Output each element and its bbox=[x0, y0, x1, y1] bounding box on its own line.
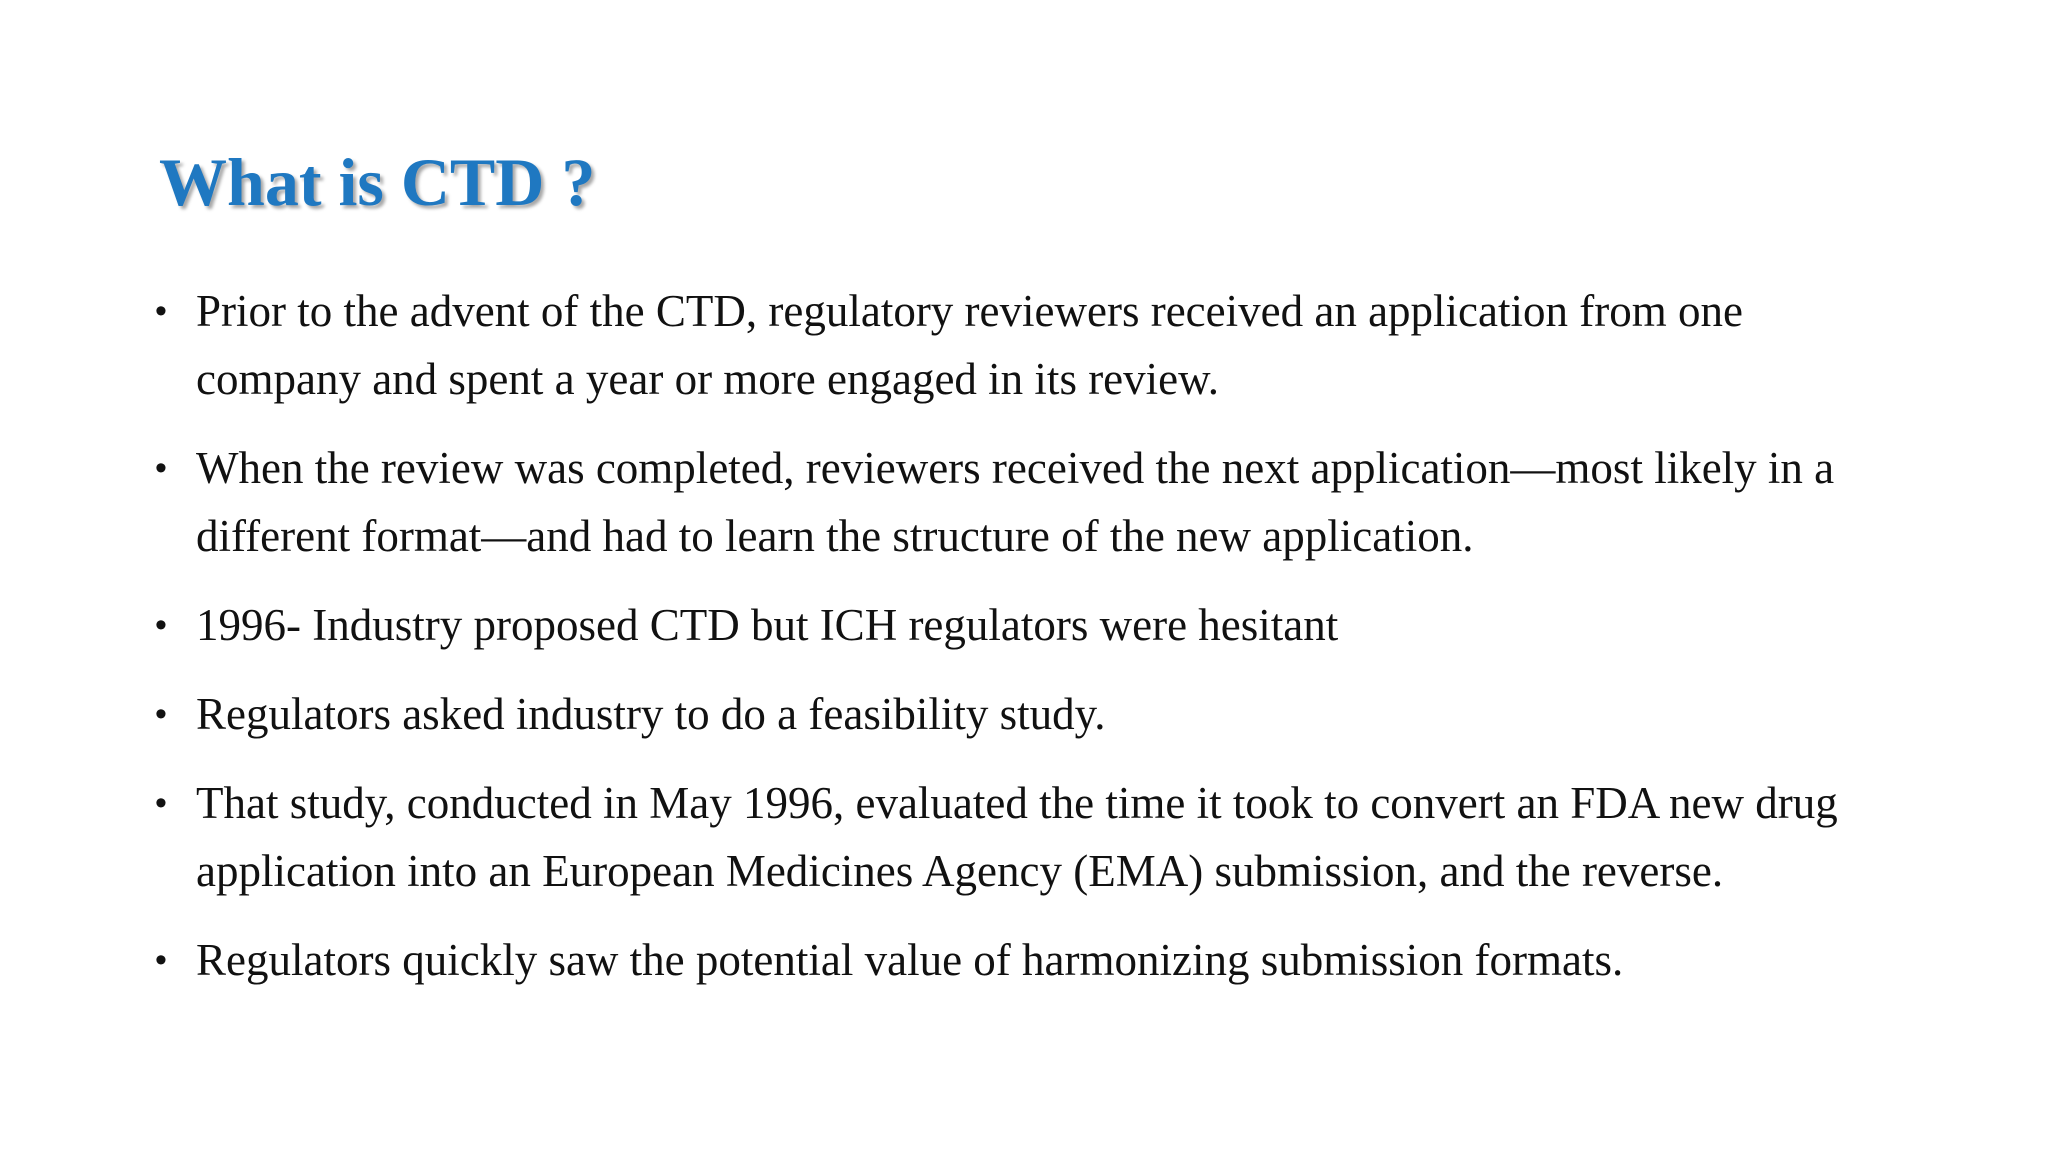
bullet-dot-icon: • bbox=[155, 292, 167, 330]
bullet-dot-icon: • bbox=[155, 449, 167, 487]
bullet-dot-icon: • bbox=[155, 941, 167, 979]
bullet-dot-icon: • bbox=[155, 695, 167, 733]
bullet-item bbox=[155, 769, 1915, 905]
bullet-item bbox=[155, 926, 1915, 994]
bullet-text: When the review was completed, reviewers received the next application—most likely in a different format—and had to learn the structure of the new application. bbox=[196, 443, 1835, 561]
bullet-dot-icon: • bbox=[155, 606, 167, 644]
bullet-text: Regulators asked industry to do a feasibility study. bbox=[196, 689, 1106, 739]
bullet-item bbox=[155, 434, 1915, 570]
bullet-dot-icon: • bbox=[155, 784, 167, 822]
bullet-item bbox=[155, 680, 1915, 748]
bullet-item bbox=[155, 277, 1915, 413]
bullet-text: Regulators quickly saw the potential value of harmonizing submission formats. bbox=[196, 935, 1624, 985]
bullet-text: 1996- Industry proposed CTD but ICH regulators were hesitant bbox=[196, 600, 1339, 650]
bullet-item bbox=[155, 591, 1915, 659]
bullet-text: Prior to the advent of the CTD, regulatory reviewers received an application from one company and spent a year or more engaged in its review. bbox=[196, 286, 1743, 404]
bullet-list bbox=[155, 277, 1915, 1015]
bullet-text: That study, conducted in May 1996, evaluated the time it took to convert an FDA new drug application into an European Medicines Agency (EMA) submission, and the reverse. bbox=[196, 778, 1838, 896]
slide-title: What is CTD ? bbox=[159, 144, 596, 220]
